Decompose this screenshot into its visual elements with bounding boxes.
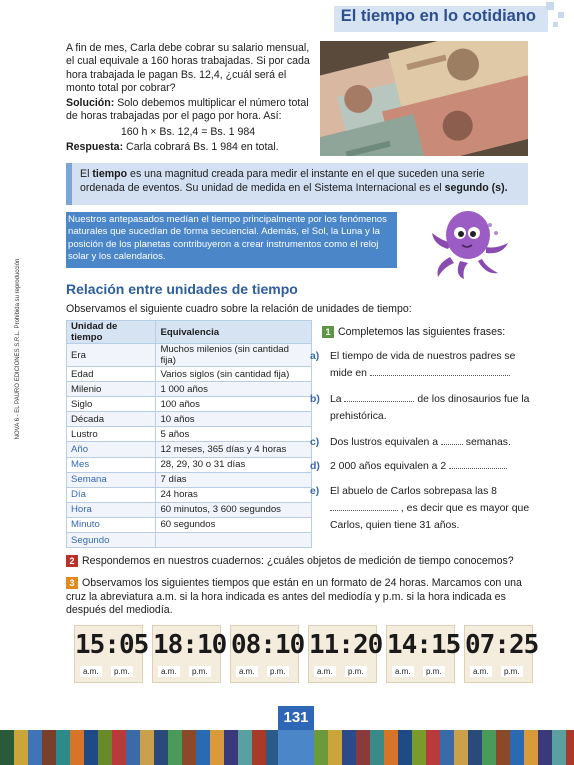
header-decoration bbox=[553, 22, 558, 27]
exercise-number-badge: 3 bbox=[66, 577, 78, 589]
footer-tile bbox=[238, 730, 252, 765]
page-number-strip bbox=[278, 730, 314, 765]
page-number: 131 bbox=[283, 709, 309, 726]
answer-text: Carla cobrará Bs. 1 984 en total. bbox=[123, 141, 279, 154]
footer-tile bbox=[112, 730, 126, 765]
clock-time: 11:20 bbox=[309, 630, 383, 660]
footer-tile bbox=[454, 730, 468, 765]
table-header-row bbox=[67, 321, 312, 344]
octopus-illustration bbox=[430, 205, 520, 280]
exercise-2 bbox=[66, 555, 536, 567]
table-row bbox=[67, 533, 312, 548]
table-cell: 60 minutos, 3 600 segundos bbox=[156, 502, 312, 517]
digital-clock bbox=[308, 625, 383, 683]
am-option[interactable]: a.m. bbox=[314, 666, 336, 677]
problem-block bbox=[66, 42, 310, 156]
digital-clock bbox=[464, 625, 539, 683]
blank-line[interactable] bbox=[370, 366, 510, 376]
table-row bbox=[67, 472, 312, 487]
footer-tile bbox=[510, 730, 524, 765]
info-text: Nuestros antepasados medían el tiempo principalmente por los fenómenos naturales que sucedían de forma secuencial. Además, el Sol, la Luna y la posición de los planetas contribuyeron a crear instrumentos como el reloj solar y los calendarios. bbox=[68, 214, 387, 263]
table-cell: Muchos milenios (sin cantidad fija) bbox=[156, 344, 312, 367]
footer-tile bbox=[0, 730, 14, 765]
definition-unit: segundo (s). bbox=[444, 182, 508, 194]
blank-line[interactable] bbox=[441, 435, 463, 445]
problem-statement: A fin de mes, Carla debe cobrar su salario mensual, el cual equivale a 160 horas trabajadas. Si por cada hora trabajada le pagan Bs. 12,4, ¿cuál será el monto total por cobrar? bbox=[66, 42, 310, 94]
footer-tile bbox=[70, 730, 84, 765]
exercise-3-text: Observamos los siguientes tiempos que están en un formato de 24 horas. Marcamos con una cruz la abreviatura a.m. si la hora indicada es antes del mediodía y p.m. si la hora indicada es después del mediodía. bbox=[66, 577, 522, 616]
question-letter: a) bbox=[310, 351, 320, 362]
table-header: Equivalencia bbox=[156, 321, 312, 344]
footer-tile bbox=[168, 730, 182, 765]
exercise-1-text: Completemos las siguientes frases: bbox=[338, 326, 506, 338]
blank-line[interactable] bbox=[344, 392, 414, 402]
footer-tile bbox=[314, 730, 328, 765]
am-option[interactable]: a.m. bbox=[80, 666, 102, 677]
clock-time: 14:15 bbox=[387, 630, 461, 660]
am-option[interactable]: a.m. bbox=[470, 666, 492, 677]
footer-tile bbox=[552, 730, 566, 765]
header-decoration bbox=[546, 2, 554, 10]
question-c bbox=[310, 434, 530, 451]
table-cell: 10 años bbox=[156, 412, 312, 427]
question-letter: c) bbox=[310, 437, 320, 448]
question-letter: d) bbox=[310, 461, 320, 472]
table-cell: Década bbox=[67, 412, 156, 427]
table-header: Unidad de tiempo bbox=[67, 321, 156, 344]
question-a bbox=[310, 348, 530, 382]
footer-tile bbox=[328, 730, 342, 765]
footer-tile bbox=[224, 730, 238, 765]
table-cell: Varios siglos (sin cantidad fija) bbox=[156, 367, 312, 382]
pm-option[interactable]: p.m. bbox=[111, 666, 133, 677]
footer-tile bbox=[98, 730, 112, 765]
table-cell: Mes bbox=[67, 457, 156, 472]
digital-clock bbox=[74, 625, 149, 683]
table-cell: 12 meses, 365 días y 4 horas bbox=[156, 442, 312, 457]
table-row bbox=[67, 344, 312, 367]
footer-tile bbox=[28, 730, 42, 765]
footer-tile bbox=[42, 730, 56, 765]
footer-tile bbox=[14, 730, 28, 765]
table-row bbox=[67, 382, 312, 397]
definition-part: es una magnitud creada para medir el instante en el que suceden una serie ordenada de eventos. Su unidad de medida en el Sistema Internacional es el bbox=[80, 168, 485, 194]
footer-tile bbox=[154, 730, 168, 765]
table-row bbox=[67, 397, 312, 412]
question-letter: b) bbox=[310, 394, 320, 405]
solution-text: Solo debemos multiplicar el número total de horas trabajadas por el pago por hora. Así: bbox=[66, 97, 309, 123]
table-cell: Hora bbox=[67, 502, 156, 517]
table-cell: 60 segundos bbox=[156, 517, 312, 532]
table-row bbox=[67, 487, 312, 502]
digital-clocks bbox=[74, 625, 539, 685]
exercise-number-badge: 1 bbox=[322, 326, 334, 338]
page-title: El tiempo en lo cotidiano bbox=[340, 7, 536, 25]
blank-line[interactable] bbox=[330, 501, 398, 511]
table-cell: 24 horas bbox=[156, 487, 312, 502]
solution-label: Solución: bbox=[66, 97, 115, 110]
table-cell: Era bbox=[67, 344, 156, 367]
banknotes-photo bbox=[320, 41, 528, 156]
question-text: El tiempo de vida de nuestros padres se mide en bbox=[330, 351, 516, 379]
exercise-1-prompt bbox=[322, 326, 532, 338]
digital-clock bbox=[230, 625, 305, 683]
am-option[interactable]: a.m. bbox=[158, 666, 180, 677]
table-row bbox=[67, 442, 312, 457]
footer-tile bbox=[412, 730, 426, 765]
footer-tile bbox=[398, 730, 412, 765]
table-cell: 5 años bbox=[156, 427, 312, 442]
footer-tile bbox=[84, 730, 98, 765]
formula: 160 h × Bs. 12,4 = Bs. 1 984 bbox=[120, 125, 256, 138]
side-copyright-note: NOVA 6 - EL PAURO EDICIONES S.R.L. Prohibida su reproducción bbox=[15, 258, 21, 440]
table-cell: Edad bbox=[67, 367, 156, 382]
table-cell: 100 años bbox=[156, 397, 312, 412]
definition-part: El bbox=[80, 168, 93, 180]
question-text: semanas. bbox=[465, 437, 511, 448]
exercise-number-badge: 2 bbox=[66, 555, 78, 567]
question-text: de los dinosaurios fue la prehistórica. bbox=[330, 394, 530, 422]
digital-clock bbox=[152, 625, 227, 683]
question-d bbox=[310, 458, 530, 475]
question-text: 2 000 años equivalen a 2 bbox=[330, 461, 447, 472]
table-cell: Segundo bbox=[67, 533, 156, 548]
clock-time: 15:05 bbox=[75, 630, 149, 660]
table-row bbox=[67, 457, 312, 472]
footer-tile bbox=[440, 730, 454, 765]
definition-term: tiempo bbox=[92, 168, 128, 180]
pm-option[interactable]: p.m. bbox=[345, 666, 367, 677]
pm-option[interactable]: p.m. bbox=[423, 666, 445, 677]
pm-option[interactable]: p.m. bbox=[189, 666, 211, 677]
header-decoration bbox=[558, 12, 564, 18]
footer-tile bbox=[384, 730, 398, 765]
question-text: La bbox=[330, 394, 342, 405]
exercise-3 bbox=[66, 577, 532, 618]
clock-time: 08:10 bbox=[231, 630, 305, 660]
table-row bbox=[67, 412, 312, 427]
time-units-table bbox=[66, 320, 312, 548]
footer-tile bbox=[538, 730, 552, 765]
footer-tile bbox=[342, 730, 356, 765]
footer-tile bbox=[468, 730, 482, 765]
footer-tile bbox=[56, 730, 70, 765]
section-title: Relación entre unidades de tiempo bbox=[66, 281, 298, 297]
footer-tile bbox=[370, 730, 384, 765]
footer-tile bbox=[496, 730, 510, 765]
footer-tile bbox=[210, 730, 224, 765]
footer-tile bbox=[356, 730, 370, 765]
footer-tile bbox=[140, 730, 154, 765]
am-option[interactable]: a.m. bbox=[392, 666, 414, 677]
question-text: Dos lustros equivalen a bbox=[330, 437, 439, 448]
table-cell: Día bbox=[67, 487, 156, 502]
table-row bbox=[67, 367, 312, 382]
table-cell: 7 días bbox=[156, 472, 312, 487]
blank-line[interactable] bbox=[449, 459, 507, 469]
clock-time: 07:25 bbox=[465, 630, 539, 660]
footer-tile bbox=[566, 730, 574, 765]
am-option[interactable]: a.m. bbox=[236, 666, 258, 677]
question-e bbox=[310, 483, 530, 534]
pm-option[interactable]: p.m. bbox=[501, 666, 523, 677]
table-cell: Minuto bbox=[67, 517, 156, 532]
table-row bbox=[67, 502, 312, 517]
definition-box-accent bbox=[66, 163, 72, 205]
clock-time: 18:10 bbox=[153, 630, 227, 660]
footer-tile bbox=[182, 730, 196, 765]
question-b bbox=[310, 391, 530, 425]
table-cell: Siglo bbox=[67, 397, 156, 412]
question-text: , es decir que es mayor que Carlos, quien tiene 31 años. bbox=[330, 503, 530, 531]
solution-paragraph bbox=[66, 97, 310, 124]
section-intro: Observamos el siguiente cuadro sobre la relación de unidades de tiempo: bbox=[66, 303, 412, 315]
table-cell: Año bbox=[67, 442, 156, 457]
table-row bbox=[67, 427, 312, 442]
footer-tile bbox=[196, 730, 210, 765]
footer-tile bbox=[524, 730, 538, 765]
question-letter: e) bbox=[310, 486, 320, 497]
pm-option[interactable]: p.m. bbox=[267, 666, 289, 677]
answer-label: Respuesta: bbox=[66, 141, 124, 154]
answer-paragraph bbox=[66, 141, 310, 154]
exercise-2-text: Respondemos en nuestros cuadernos: ¿cuáles objetos de medición de tiempo conocemos? bbox=[82, 555, 514, 567]
table-cell: Lustro bbox=[67, 427, 156, 442]
digital-clock bbox=[386, 625, 461, 683]
table-cell: Semana bbox=[67, 472, 156, 487]
table-cell: Milenio bbox=[67, 382, 156, 397]
table-row bbox=[67, 517, 312, 532]
footer-tile bbox=[252, 730, 266, 765]
table-cell bbox=[156, 533, 312, 548]
definition-text bbox=[80, 167, 520, 195]
footer-tile bbox=[126, 730, 140, 765]
question-text: El abuelo de Carlos sobrepasa las 8 bbox=[330, 486, 497, 497]
footer-tile bbox=[426, 730, 440, 765]
footer-tile bbox=[482, 730, 496, 765]
table-cell: 1 000 años bbox=[156, 382, 312, 397]
table-cell: 28, 29, 30 o 31 días bbox=[156, 457, 312, 472]
